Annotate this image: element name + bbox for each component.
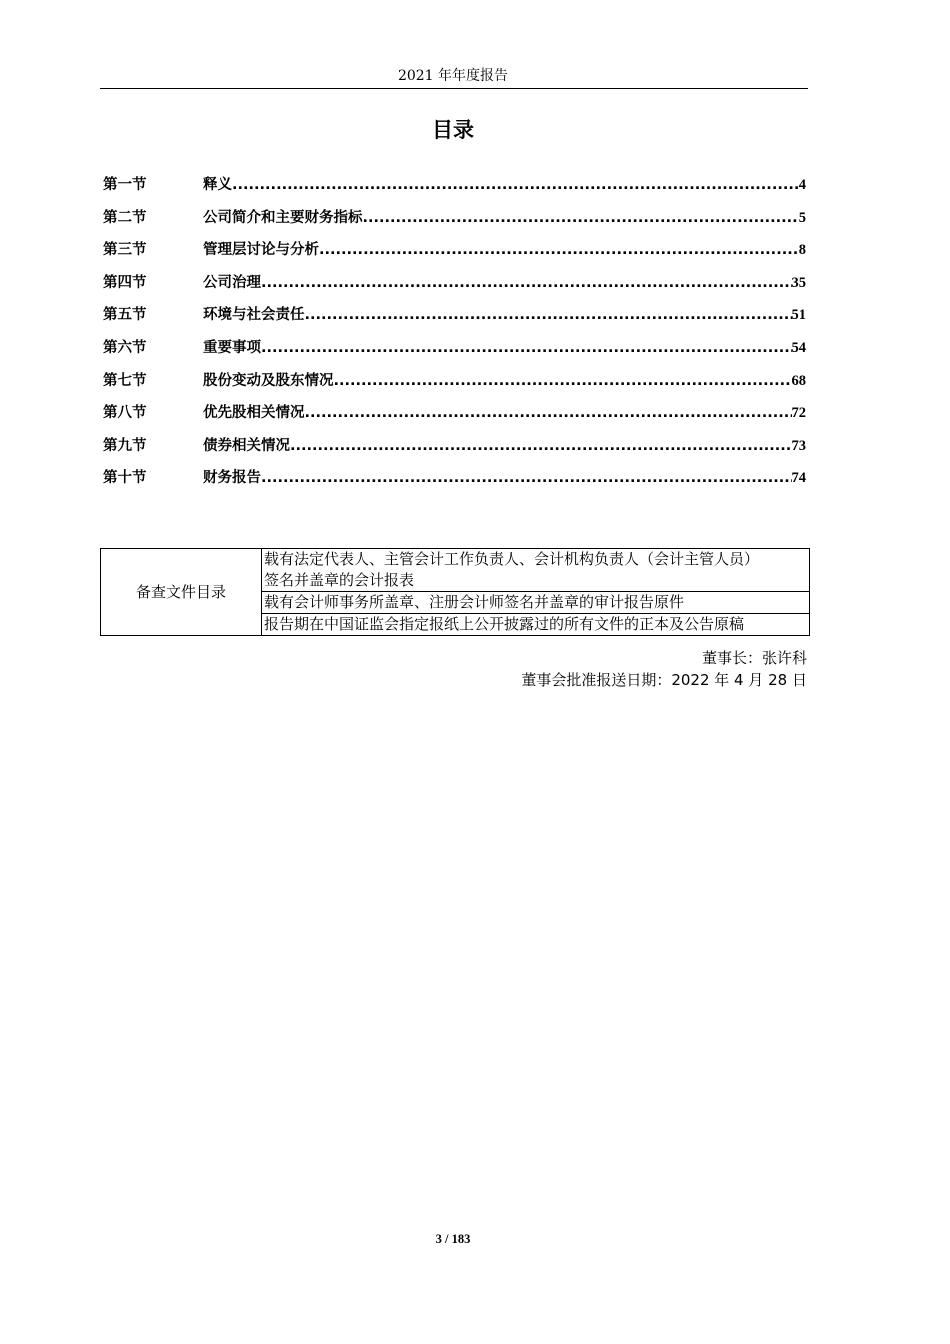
toc-section-title: 股份变动及股东情况 (203, 372, 334, 389)
toc-section-number: 第八节 (103, 405, 147, 422)
toc-page-number: 8 (798, 242, 806, 259)
toc-entry[interactable] (103, 302, 806, 335)
toc-leader-dots (290, 433, 792, 459)
toc-entry[interactable] (103, 237, 806, 270)
toc-page-number: 4 (798, 177, 806, 193)
toc-entry[interactable] (103, 465, 806, 498)
toc-section-number: 第四节 (103, 274, 147, 291)
toc-section-title: 释义 (203, 177, 232, 193)
toc-entry[interactable] (103, 400, 806, 433)
toc-page-number: 73 (791, 437, 806, 454)
reference-document-line: 签名并盖章的会计报表 (264, 571, 415, 589)
toc-page-number: 74 (791, 470, 806, 487)
toc-leader-dots (261, 270, 792, 296)
toc-entry[interactable] (103, 433, 806, 466)
toc-page-number: 51 (791, 307, 806, 324)
toc-section-title: 财务报告 (203, 470, 261, 487)
toc-leader-dots (319, 237, 799, 263)
toc-entry[interactable] (103, 172, 806, 205)
toc-leader-dots (334, 368, 792, 394)
toc-leader-dots (305, 400, 792, 426)
chairman-signature: 董事长：张许科 (701, 649, 807, 667)
toc-section-title: 管理层讨论与分析 (203, 242, 319, 259)
page-title: 目录 (432, 118, 474, 142)
toc-section-title: 重要事项 (203, 339, 261, 356)
toc-section-title: 债券相关情况 (203, 437, 290, 454)
toc-section-number: 第一节 (103, 177, 147, 193)
toc-leader-dots (261, 465, 792, 491)
toc-section-title: 优先股相关情况 (203, 405, 305, 422)
reference-documents-table (100, 548, 810, 636)
toc-leader-dots (305, 302, 792, 328)
reference-document-item: 载有会计师事务所盖章、注册会计师签名并盖章的审计报告原件 (262, 592, 810, 614)
page-header-title: 2021 年年度报告 (397, 68, 509, 84)
reference-document-line: 载有法定代表人、主管会计工作负责人、会计机构负责人（会计主管人员） (264, 550, 760, 568)
toc-page-number: 72 (791, 405, 806, 422)
toc-entry[interactable] (103, 335, 806, 368)
approval-date: 董事会批准报送日期：2022 年 4 月 28 日 (521, 671, 807, 689)
toc-leader-dots (261, 335, 792, 361)
toc-page-number: 35 (791, 274, 806, 291)
toc-section-title: 公司简介和主要财务指标 (203, 209, 363, 226)
toc-section-title: 环境与社会责任 (203, 307, 305, 324)
toc-section-number: 第六节 (103, 339, 147, 356)
toc-leader-dots (232, 172, 799, 198)
table-row (101, 549, 810, 592)
toc-section-number: 第五节 (103, 307, 147, 324)
reference-document-item: 报告期在中国证监会指定报纸上公开披露过的所有文件的正本及公告原稿 (262, 614, 810, 636)
header-divider (100, 88, 808, 89)
toc-section-number: 第三节 (103, 242, 147, 259)
toc-section-number: 第九节 (103, 437, 147, 454)
reference-document-item (262, 549, 810, 592)
toc-page-number: 68 (791, 372, 806, 389)
table-of-contents (103, 172, 806, 498)
toc-section-number: 第七节 (103, 372, 147, 389)
reference-documents-label: 备查文件目录 (101, 549, 262, 636)
toc-section-number: 第十节 (103, 470, 147, 487)
toc-page-number: 54 (791, 339, 806, 356)
toc-section-title: 公司治理 (203, 274, 261, 291)
toc-entry[interactable] (103, 205, 806, 238)
toc-entry[interactable] (103, 368, 806, 401)
toc-leader-dots (363, 205, 799, 231)
toc-entry[interactable] (103, 270, 806, 303)
toc-section-number: 第二节 (103, 209, 147, 226)
toc-page-number: 5 (798, 209, 806, 226)
page-number: 3 / 183 (435, 1232, 471, 1246)
